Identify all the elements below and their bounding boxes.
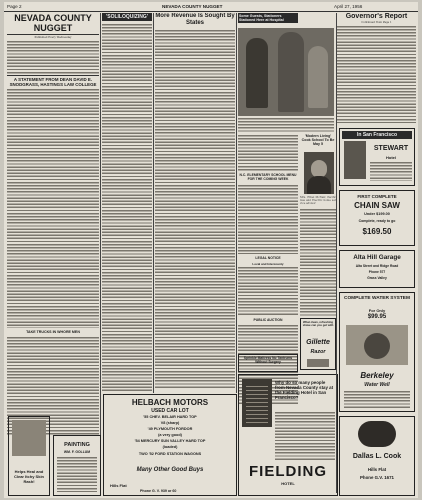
column-rule <box>236 13 237 393</box>
helps-heal-ad <box>8 416 50 496</box>
hotel-photo <box>344 141 366 179</box>
holbach-line-0: '55 CHEV. BELAIR HARD TOP <box>143 415 197 419</box>
berkeley-logo <box>358 421 396 447</box>
painting-title: PAINTING <box>64 442 90 448</box>
alta-title: Alta Hill Garage <box>353 254 401 261</box>
editorial-text <box>7 88 99 328</box>
gillette-question: What clean, refreshing shave can you get with <box>302 320 334 328</box>
governor-title: Governor's Report <box>345 13 408 20</box>
berkeley-title: Berkeley <box>360 371 394 380</box>
berkeley-text <box>344 390 410 408</box>
razor-image <box>307 359 329 367</box>
editorial-headline: A STATEMENT FROM DEAN DAVID E. SNODGRASS, HASTINGS LAW COLLEGE <box>7 75 99 87</box>
chain-saw-ad <box>339 190 415 246</box>
holbach-title: HELBACH MOTORS <box>131 398 209 407</box>
painting-name: WM. F. GOLLUM <box>63 450 91 454</box>
chainsaw-ready: Complete, ready to go <box>358 219 396 223</box>
elementary-headline: N.C. ELEMENTARY SCHOOL MENU FOR THE COMING WEEK <box>239 173 297 181</box>
sf-sub: Hotel <box>386 155 396 160</box>
dallas-name: Dallas L. Cook <box>352 453 402 460</box>
column-2 <box>102 13 152 393</box>
governor-subtitle: Continued from Page 1 <box>361 21 392 24</box>
gillette-ad <box>300 318 336 370</box>
paper-name: NEVADA COUNTY NUGGET <box>162 4 223 9</box>
holbach-motors-ad <box>103 394 237 496</box>
holbach-line-7: Many Other Good Buys <box>136 467 204 473</box>
photo-caption <box>238 117 334 133</box>
water-title: COMPLETE WATER SYSTEM <box>343 296 410 301</box>
fielding-headline: Why do so many people from Nevada County stay at the Fielding Hotel in San Francisco? <box>275 380 334 400</box>
water-only: For Only <box>368 308 386 313</box>
gillette-brand: Gillette <box>306 339 330 346</box>
painting-text <box>57 456 97 492</box>
chainsaw-line1: FIRST COMPLETE <box>357 194 397 199</box>
dallas-place: Hills Flat <box>367 467 387 472</box>
soliloquizing-title: 'SOLILOQUIZING' <box>102 13 152 21</box>
fielding-sub: HOTEL <box>281 481 295 486</box>
newspaper-page <box>4 2 418 498</box>
berkeley-sub: Water Well <box>364 382 390 388</box>
issue-date: April 27, 1956 <box>334 4 363 9</box>
alta-phone: Phone 577 <box>368 270 386 274</box>
sprinkle-headline: Sprinkle Mattress No Tantrums Without Surgery <box>243 356 293 364</box>
stewart-hotel-ad <box>339 128 415 186</box>
holbach-used-car-lot: USED CAR LOT <box>151 408 189 414</box>
chainsaw-price: $169.50 <box>362 227 392 236</box>
column-4-text-a <box>238 134 298 172</box>
alta-address: Alta Street and Ridge Road <box>355 264 399 268</box>
masthead-text <box>7 40 99 74</box>
dallas-phone: Phone G.V. 1671 <box>359 475 394 480</box>
gillette-razor: Razor <box>310 349 326 355</box>
column-6 <box>337 13 416 123</box>
helps-heal-headline: Helps Heal and Clear Itchy Skin Rash! <box>13 469 44 484</box>
modern-living-headline: 'Modern Living' Cook School To Be May 5 <box>301 134 335 147</box>
water-price: $99.95 <box>367 314 387 320</box>
modern-living-text <box>300 208 336 316</box>
hotel-building-photo <box>242 379 272 427</box>
legal-notice-text <box>238 266 298 316</box>
holbach-line-3: (a very good) <box>158 433 182 437</box>
chainsaw-price-line: Under $199.00 <box>364 212 390 216</box>
portrait-caption: Mrs. Ethel McNair, Pacific Gas and Electric home service advisor <box>300 196 336 206</box>
portrait-photo <box>304 152 334 194</box>
revenue-headline: More Revenue Is Sought By States <box>155 13 235 26</box>
holbach-place: Hills Flat <box>110 483 127 488</box>
alta-hill-garage-ad <box>339 250 415 288</box>
chainsaw-title: CHAIN SAW <box>354 201 400 210</box>
holbach-line-6: TWO '52 FORD STATION WAGONS <box>138 452 202 456</box>
fielding-hotel-ad <box>238 374 338 496</box>
masthead-title: NEVADA COUNTY NUGGET <box>7 13 99 35</box>
water-system-ad <box>339 292 415 412</box>
sf-name: STEWART <box>373 145 409 152</box>
column-3 <box>155 13 235 393</box>
holbach-phone: Phone G. V. 939 or 60 <box>140 489 177 493</box>
column-4-headline: Some Guests, Stationers Stationed Here at Hospital <box>238 13 298 23</box>
alta-location: Grass Valley <box>367 276 387 280</box>
holbach-line-1: V8 (sharp) <box>160 421 180 425</box>
legal-notice-headline: LEGAL NOTICE <box>255 255 281 260</box>
column-rule <box>336 13 337 493</box>
legal-notice-subhead: Local and Intercounty <box>252 261 284 266</box>
sf-text <box>370 161 412 181</box>
hospital-photo <box>238 28 334 116</box>
pump-image <box>346 325 408 365</box>
holbach-line-5: (loaded) <box>162 445 178 449</box>
column-rule <box>153 13 154 393</box>
column-rule <box>100 13 101 496</box>
fielding-name: FIELDING <box>249 463 327 480</box>
soliloquizing-text <box>102 23 152 393</box>
holbach-line-2: '49 PLYMOUTH FORDOR <box>147 427 193 431</box>
revenue-text <box>155 29 235 389</box>
painting-ad <box>53 435 101 496</box>
page-number: Page 2 <box>7 4 22 9</box>
public-auction-headline: PUBLIC AUCTION <box>253 317 283 322</box>
dallas-cook-ad <box>339 416 415 496</box>
fielding-text <box>275 411 335 461</box>
sf-title: In San Francisco <box>342 131 412 139</box>
elementary-menu <box>238 184 298 254</box>
masthead-subtitle: Published Every Wednesday <box>34 36 72 39</box>
trucks-headline: TAKE TRUCKS IN WHORE MEN <box>26 330 80 335</box>
holbach-line-4: '54 MERCURY SUN VALLEY HARD TOP <box>134 439 206 443</box>
sprinkle-ad <box>238 354 298 372</box>
running-header <box>4 2 418 12</box>
governor-text <box>337 25 416 123</box>
product-image <box>12 420 46 456</box>
